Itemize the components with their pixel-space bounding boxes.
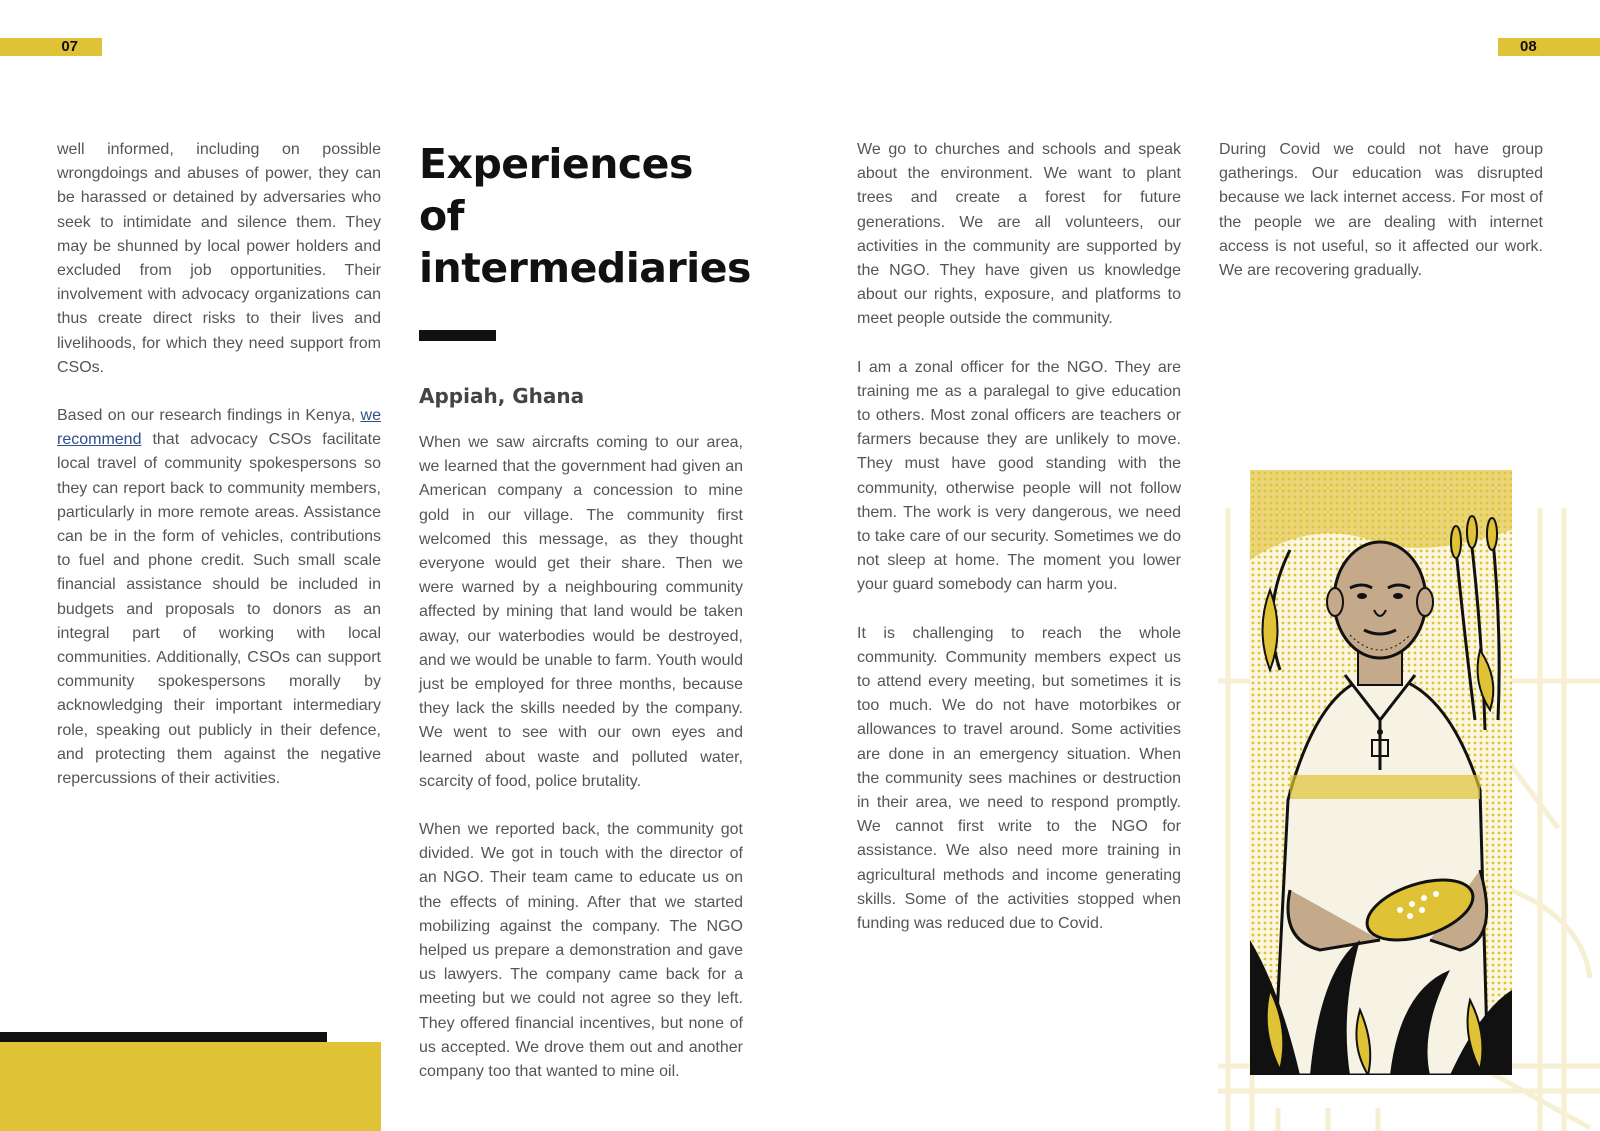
paragraph: When we saw aircrafts coming to our area, we learned that the government had given an American company a concession to mine gold in our village. The community first welcomed this message, as they thought everyone would get their share. Then we were warned by a neighbouring community affected by mining that land would be taken away, our waterbodies would be destroyed, and we would be unable to farm. Youth would just be employed for three months, because they lack the skills needed by the company. We went to see with our own eyes and learned about waste and polluted water, scarcity of food, police brutality. (419, 434, 743, 790)
paragraph: When we reported back, the community got divided. We got in touch with the director of an NGO. Their team came to educate us on the effects of mining. After that we started mobilizing against the company. The NGO helped us prepare a demonstration and gave us lawyers. The company came back for a meeting but we could not agree so they left. They offered financial incentives, but none of us accepted. We drove them out and another company too that wanted to mine oil. (419, 821, 743, 1081)
text-column-4 (1219, 138, 1543, 307)
text-column-2 (419, 138, 751, 1108)
farmer-portrait-illustration (1250, 470, 1512, 1075)
footer-yellow-block (0, 1042, 381, 1131)
section-subtitle: Appiah, Ghana (419, 384, 585, 408)
paragraph: I am a zonal officer for the NGO. They are training me as a paralegal to give education to others. Most zonal officers are teachers or farmers because they are unlikely to move. They must have good standing with the community, otherwise people will not follow them. The work is very dangerous, we need to take care of our security. Sometimes we do not sleep at home. The moment you lower your guard somebody can harm you. (857, 358, 1181, 594)
paragraph: We go to churches and schools and speak about the environment. We want to plant trees and create a forest for future generations. We are all volunteers, our activities in the community are supported by the NGO. They have given us knowledge about our rights, exposure, and platforms to meet people outside the community. (857, 141, 1181, 328)
paragraph: well informed, including on possible wrongdoings and abuses of power, they can be harassed or detained by adversaries who seek to intimidate and silence them. They may be shunned by local power holders and excluded from job opportunities. Their involvement with advocacy organizations can thus create direct risks to their lives and livelihoods, for which they need support from CSOs. (57, 141, 381, 376)
title-underline-bar (419, 330, 496, 341)
section-title: Experiences of intermediaries (419, 140, 751, 292)
page-number-left: 07 (0, 38, 102, 56)
page-number-right: 08 (1498, 38, 1600, 56)
footer-black-bar (0, 1032, 327, 1042)
text-column-3 (857, 138, 1181, 960)
recommend-link[interactable]: we recommend (57, 407, 381, 449)
text-column-1 (57, 138, 381, 815)
paragraph: During Covid we could not have group gatherings. Our education was disrupted because we lack internet access. For most of the people we are dealing with internet access is not useful, so it affected our work. We are recovering gradually. (1219, 141, 1543, 280)
paragraph: It is challenging to reach the whole community. Community members expect us to attend every meeting, but sometimes it is too much. We do not have motorbikes or allowances to travel around. Some activities are done in an emergency situation. When the community sees machines or destruction in their area, we need to respond promptly. We cannot first write to the NGO for assistance. We also need more training in agricultural methods and income generating skills. Some of the activities stopped when funding was reduced due to Covid. (857, 624, 1181, 933)
paragraph: Based on our research findings in Kenya, we recommend that advocacy CSOs facilitate local travel of community spokespersons so they can report back to community members, particularly in more remote areas. Assistance can be in the form of vehicles, contributions to fuel and phone credit. Such small scale financial assistance should be included in budgets and proposals to donors as an integral part of working with local communities. Additionally, CSOs can support community spokespersons morally by acknowledging their important intermediary role, speaking out publicly in their defence, and protecting them against the negative repercussions of their activities. (57, 407, 381, 788)
